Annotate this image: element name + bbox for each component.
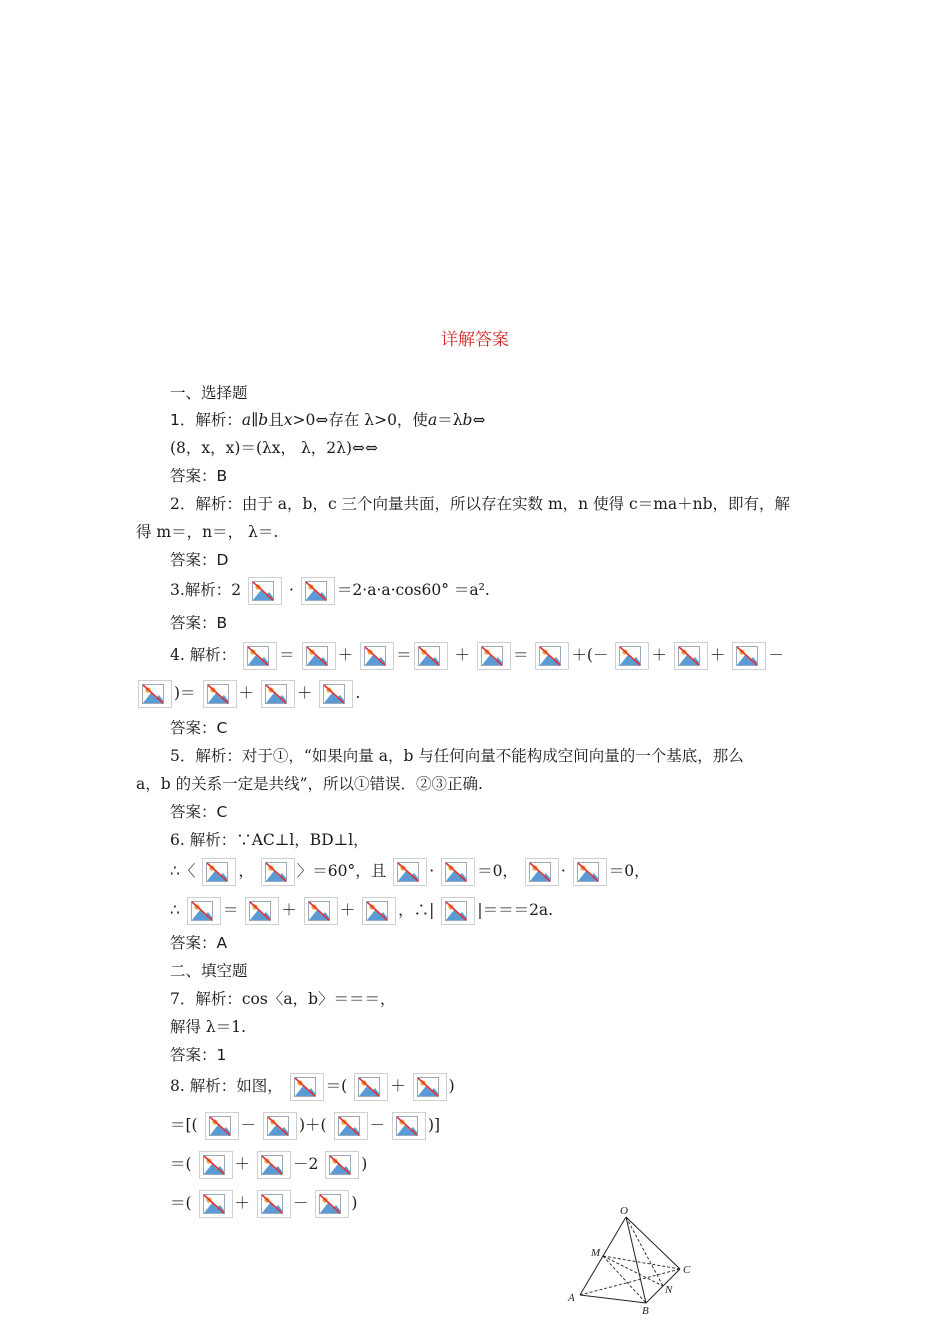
broken-image-icon xyxy=(261,858,295,886)
broken-image-icon xyxy=(441,897,475,925)
pyramid-figure xyxy=(560,1205,710,1315)
broken-image-icon xyxy=(261,680,295,708)
label-n: N xyxy=(665,1284,673,1296)
q4-answer: 答案：C xyxy=(170,719,228,737)
broken-image-icon xyxy=(674,642,708,670)
broken-image-icon xyxy=(360,642,394,670)
q3-line: 3.解析：2 · ＝2·a·a·cos60° ＝a². xyxy=(170,577,490,603)
broken-image-icon xyxy=(138,680,172,708)
label-a: A xyxy=(568,1292,575,1304)
label-o: O xyxy=(620,1205,628,1217)
broken-image-icon xyxy=(393,858,427,886)
broken-image-icon xyxy=(203,680,237,708)
label-m: M xyxy=(591,1247,601,1259)
broken-image-icon xyxy=(243,642,277,670)
broken-image-icon xyxy=(263,1112,297,1140)
broken-image-icon xyxy=(477,642,511,670)
q1-answer: 答案：B xyxy=(170,467,228,485)
section-heading-choice: 一、选择题 xyxy=(170,384,248,402)
q5-line2: a，b 的关系一定是共线”，所以①错误．②③正确. xyxy=(136,775,483,793)
broken-image-icon xyxy=(304,897,338,925)
q8-line2: ＝[( － )＋( － )] xyxy=(170,1112,440,1138)
broken-image-icon xyxy=(325,1151,359,1179)
broken-image-icon xyxy=(257,1190,291,1218)
label-c: C xyxy=(683,1264,691,1276)
q4-line2: )＝ ＋ ＋ . xyxy=(136,680,360,706)
broken-image-icon xyxy=(315,1190,349,1218)
broken-image-icon xyxy=(290,1073,324,1101)
q5-line1: 5．解析：对于①，“如果向量 a，b 与任何向量不能构成空间向量的一个基底，那么 xyxy=(170,747,744,765)
q2-answer: 答案：D xyxy=(170,551,229,569)
broken-image-icon xyxy=(441,858,475,886)
broken-image-icon xyxy=(392,1112,426,1140)
broken-image-icon xyxy=(414,642,448,670)
broken-image-icon xyxy=(199,1151,233,1179)
segment-mn xyxy=(603,1256,663,1286)
q2-line2: 得 m＝，n＝， λ＝. xyxy=(136,523,279,541)
broken-image-icon xyxy=(413,1073,447,1101)
q8-line3: ＝( ＋ －2 ) xyxy=(170,1151,367,1177)
q8-line1: 8. 解析：如图， ＝( ＋ ) xyxy=(170,1073,455,1099)
page-title: 详解答案 xyxy=(441,330,509,350)
q6-line1: 6. 解析：∵AC⊥l，BD⊥l， xyxy=(170,831,369,849)
q1-line1: 1．解析：a∥b且x>0⇔存在 λ>0，使a＝λb⇔ xyxy=(170,411,486,429)
q6-line3: ∴ ＝ ＋ ＋ ，∴| |＝＝＝2a. xyxy=(170,897,553,923)
q6-line2: ∴〈 ， 〉＝60°，且 · ＝0， · ＝0， xyxy=(170,858,650,884)
q8-line4: ＝( ＋ － ) xyxy=(170,1190,357,1216)
q6-answer: 答案：A xyxy=(170,934,228,952)
q4-line1: 4. 解析： ＝ ＋ ＝ ＋ ＝ ＋(－ ＋ ＋ － xyxy=(170,642,784,668)
q2-line1: 2．解析：由于 a，b，c 三个向量共面，所以存在实数 m，n 使得 c＝ma＋nb，即有，解 xyxy=(170,495,791,513)
broken-image-icon xyxy=(319,680,353,708)
broken-image-icon xyxy=(525,858,559,886)
q3-answer: 答案：B xyxy=(170,614,228,632)
section-heading-fill: 二、填空题 xyxy=(170,962,248,980)
broken-image-icon xyxy=(301,577,335,605)
broken-image-icon xyxy=(248,577,282,605)
broken-image-icon xyxy=(615,642,649,670)
edge-ab xyxy=(580,1295,646,1303)
broken-image-icon xyxy=(199,1190,233,1218)
broken-image-icon xyxy=(535,642,569,670)
q7-answer: 答案：1 xyxy=(170,1046,227,1064)
broken-image-icon xyxy=(334,1112,368,1140)
broken-image-icon xyxy=(354,1073,388,1101)
broken-image-icon xyxy=(573,858,607,886)
broken-image-icon xyxy=(257,1151,291,1179)
broken-image-icon xyxy=(202,858,236,886)
broken-image-icon xyxy=(245,897,279,925)
broken-image-icon xyxy=(205,1112,239,1140)
q5-answer: 答案：C xyxy=(170,803,228,821)
broken-image-icon xyxy=(732,642,766,670)
q7-line2: 解得 λ＝1. xyxy=(170,1018,247,1036)
q1-line2: (8，x，x)＝(λx， λ，2λ)⇔⇔ xyxy=(170,439,379,457)
segment-on xyxy=(626,1217,663,1286)
broken-image-icon xyxy=(362,897,396,925)
broken-image-icon xyxy=(302,642,336,670)
broken-image-icon xyxy=(187,897,221,925)
q7-line1: 7．解析：cos〈a，b〉＝＝＝， xyxy=(170,990,396,1008)
label-b: B xyxy=(642,1305,649,1315)
